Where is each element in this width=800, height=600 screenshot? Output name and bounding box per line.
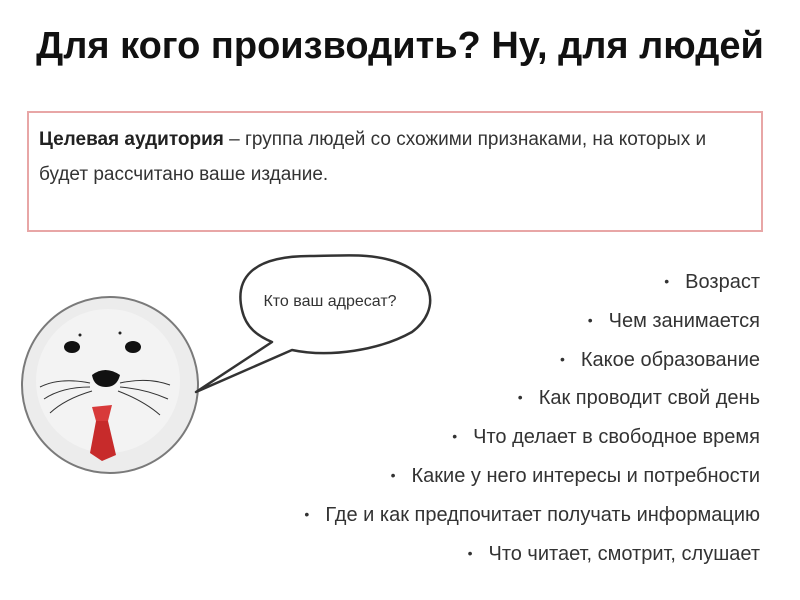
list-item: • Что читает, смотрит, слушает bbox=[467, 542, 760, 565]
list-item: • Что делает в свободное время bbox=[452, 426, 760, 449]
definition-term: Целевая аудитория bbox=[39, 129, 224, 150]
bullet-icon: • bbox=[452, 428, 458, 445]
bullet-icon: • bbox=[664, 273, 670, 289]
slide-title: Для кого производить? Ну, для людей bbox=[36, 25, 764, 67]
criteria-list bbox=[304, 263, 760, 573]
list-item: • Где и как предпочитает получать информацию bbox=[304, 503, 760, 526]
bullet-icon: • bbox=[390, 466, 396, 483]
list-item: • Возраст bbox=[664, 271, 760, 293]
definition-box bbox=[27, 111, 763, 232]
definition-text: – группа людей со схожими признаками, на которых и будет рассчитано ваше издание. bbox=[39, 129, 707, 185]
bullet-icon: • bbox=[467, 544, 473, 561]
bubble-text: Кто ваш адресат? bbox=[263, 293, 397, 310]
list-item: • Какое образование bbox=[560, 348, 760, 371]
bullet-icon: • bbox=[304, 505, 310, 522]
bullet-icon: • bbox=[517, 389, 523, 406]
seal-illustration bbox=[20, 295, 200, 475]
bullet-icon: • bbox=[587, 311, 593, 328]
list-item: • Какие у него интересы и потребности bbox=[390, 464, 760, 487]
bullet-icon: • bbox=[560, 350, 565, 367]
list-item: • Как проводит свой день bbox=[517, 387, 760, 410]
list-item: • Чем занимается bbox=[587, 309, 760, 332]
